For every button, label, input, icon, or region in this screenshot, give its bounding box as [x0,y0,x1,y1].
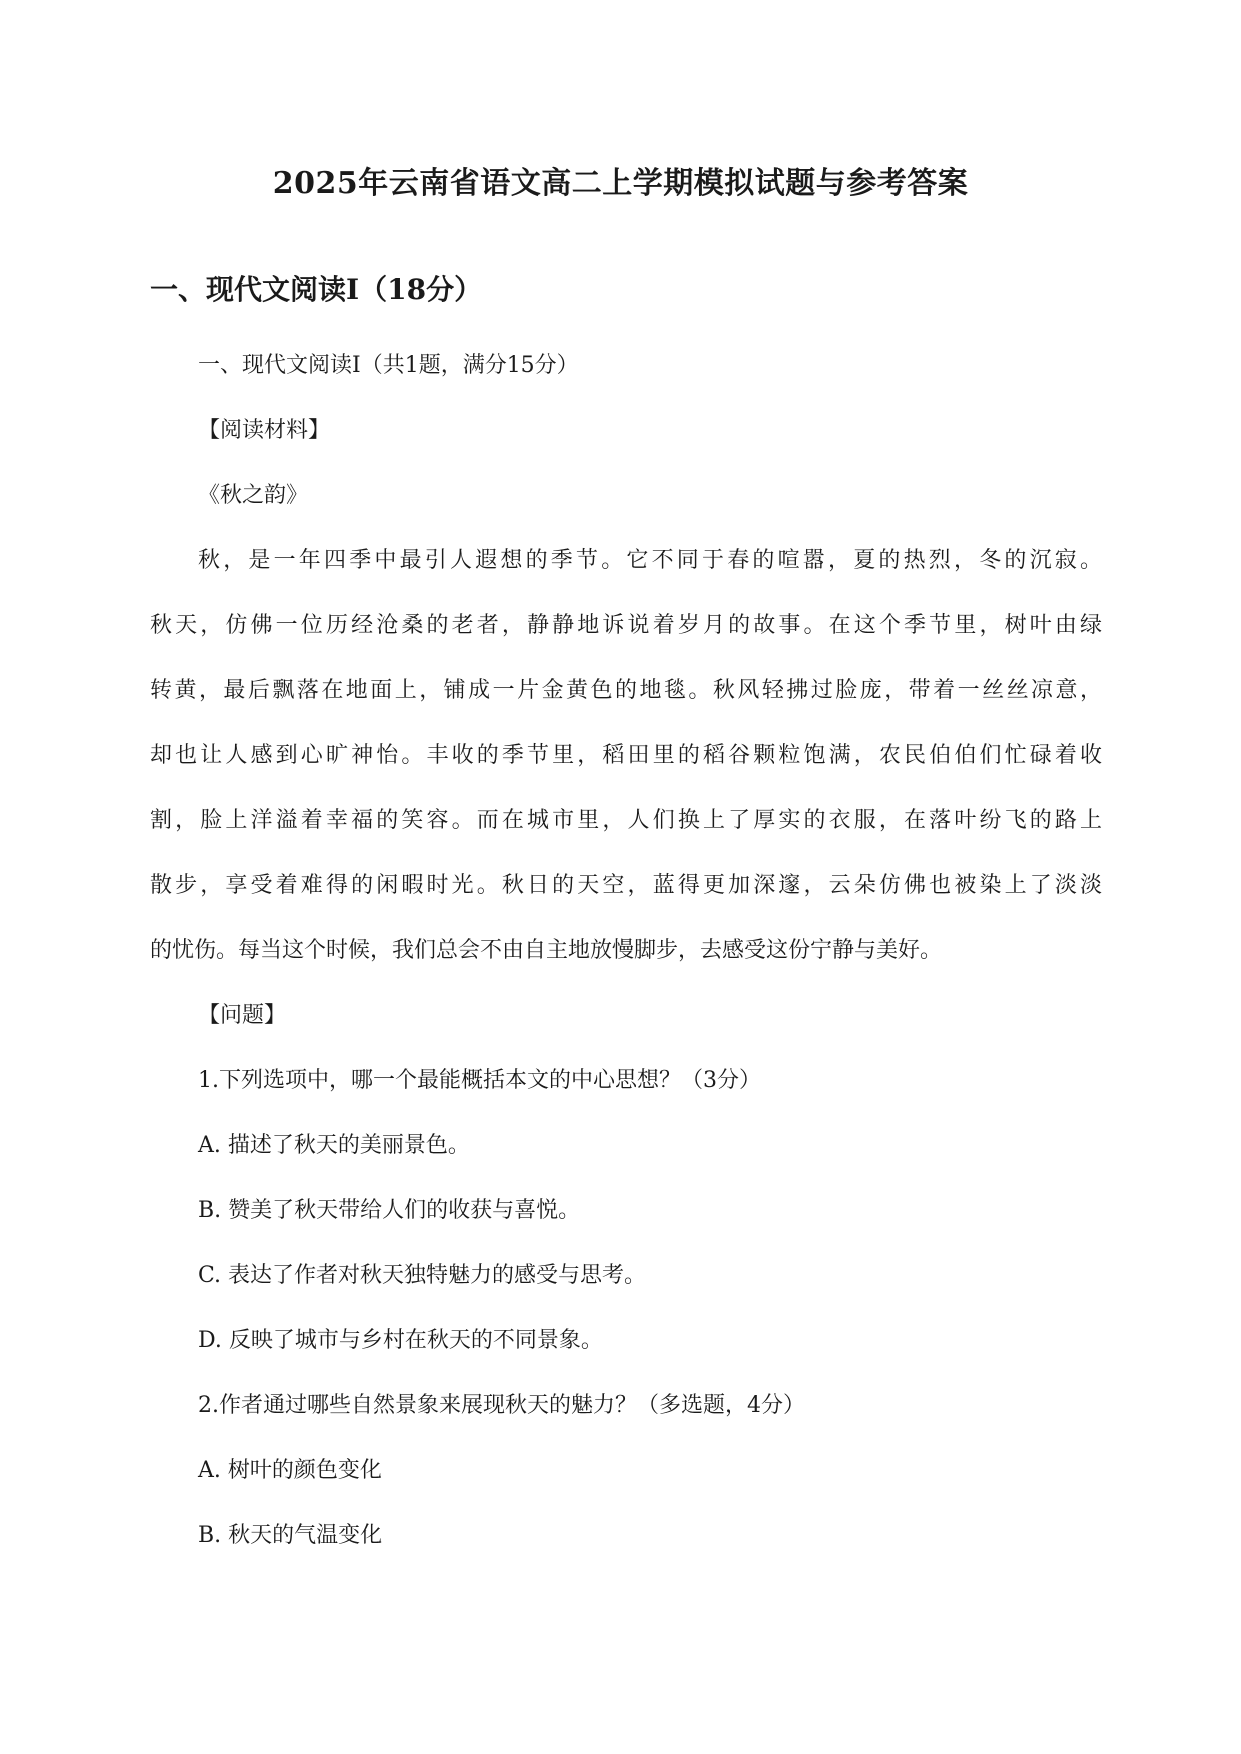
option-d: D. 反映了城市与乡村在秋天的不同景象。 [198,1328,603,1353]
option-b: B. 秋天的气温变化 [198,1523,383,1548]
option-a: A. 树叶的颜色变化 [198,1458,382,1483]
sub-heading: 一、现代文阅读Ⅰ（共1题，满分15分） [198,353,579,378]
option-c: C. 表达了作者对秋天独特魅力的感受与思考。 [198,1263,647,1288]
article-title: 《秋之韵》 [198,483,309,508]
option-a: A. 描述了秋天的美丽景色。 [198,1133,470,1158]
passage-line: 散步，享受着难得的闲暇时光。秋日的天空，蓝得更加深邃，云朵仿佛也被染上了淡淡 [150,873,1102,898]
question-stem: 2.作者通过哪些自然景象来展现秋天的魅力？（多选题，4分） [198,1393,805,1418]
passage-line: 割，脸上洋溢着幸福的笑容。而在城市里，人们换上了厚实的衣服，在落叶纷飞的路上 [150,808,1102,833]
document-title: 2025年云南省语文高二上学期模拟试题与参考答案 [272,166,969,201]
passage-line: 秋，是一年四季中最引人遐想的季节。它不同于春的喧嚣，夏的热烈，冬的沉寂。 [198,548,1102,573]
passage-line: 秋天，仿佛一位历经沧桑的老者，静静地诉说着岁月的故事。在这个季节里，树叶由绿 [150,613,1102,638]
option-b: B. 赞美了秋天带给人们的收获与喜悦。 [198,1198,581,1223]
passage-line: 却也让人感到心旷神怡。丰收的季节里，稻田里的稻谷颗粒饱满，农民伯伯们忙碌着收 [150,743,1102,768]
question-stem: 1.下列选项中，哪一个最能概括本文的中心思想？（3分） [198,1068,761,1093]
passage-line: 转黄，最后飘落在地面上，铺成一片金黄色的地毯。秋风轻拂过脸庞，带着一丝丝凉意， [150,678,1102,703]
passage-line: 的忧伤。每当这个时候，我们总会不由自主地放慢脚步，去感受这份宁静与美好。 [150,938,943,963]
question-label: 【问题】 [198,1003,287,1028]
material-label: 【阅读材料】 [198,418,331,443]
section-heading: 一、现代文阅读Ⅰ（18分） [150,273,483,306]
